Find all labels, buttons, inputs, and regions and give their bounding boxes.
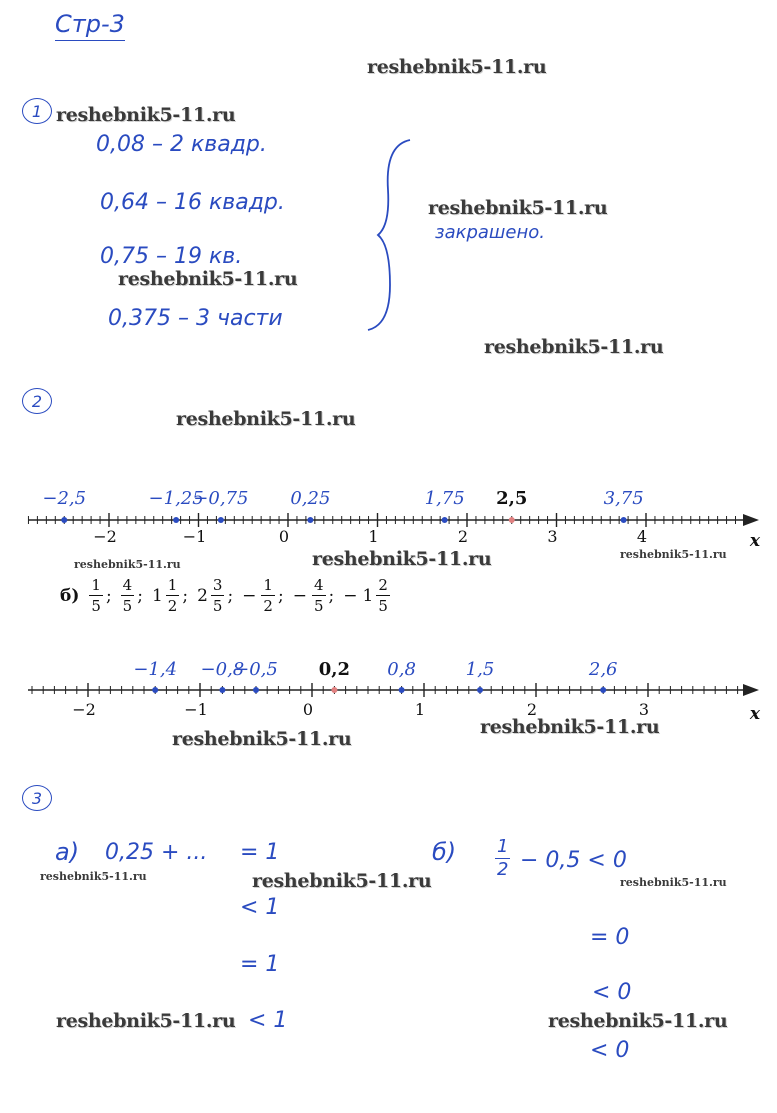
point-marker — [219, 687, 225, 693]
point-marker — [331, 687, 337, 693]
task3b-den: 2 — [497, 859, 509, 880]
tick-label: −2 — [93, 527, 117, 546]
fraction-numerator: 1 — [91, 576, 101, 594]
task3b-expr: − 0,5 < 0 — [520, 848, 627, 873]
point-marker — [307, 517, 313, 523]
tick-label: 3 — [638, 700, 650, 719]
task3b-num: 1 — [497, 836, 509, 857]
point-label: 2,6 — [588, 659, 618, 680]
tick-label: 1 — [414, 700, 426, 719]
curly-brace — [360, 135, 420, 335]
watermark: reshebnik5-11.ru — [484, 336, 664, 358]
task1-line-4: 0,375 – 3 части — [108, 306, 283, 331]
tick-label: −2 — [72, 700, 96, 719]
point-label: −1,4 — [133, 659, 178, 680]
fraction-whole: 1 — [151, 586, 163, 606]
tick-label: 3 — [547, 527, 558, 546]
tick-label: −1 — [184, 700, 208, 719]
tick-label: 0 — [278, 527, 290, 546]
fraction — [312, 578, 326, 614]
fraction-numerator: 1 — [263, 576, 273, 594]
fraction — [376, 578, 390, 614]
separator: ; — [277, 586, 284, 606]
watermark: reshebnik5-11.ru — [428, 197, 608, 219]
point-marker — [173, 517, 179, 523]
task3b-row-3: < 0 — [590, 1038, 630, 1063]
tick-label: 2 — [526, 700, 538, 719]
point-marker — [152, 687, 158, 693]
axis-arrow — [743, 684, 759, 696]
point-label: 3,75 — [603, 488, 644, 509]
point-label: 0,2 — [318, 659, 351, 680]
axis-label: x — [749, 531, 761, 550]
tick-label: −1 — [182, 527, 207, 546]
point-label: 1,5 — [465, 659, 495, 680]
number-line-a — [0, 470, 777, 550]
task3b-label: б) — [432, 838, 457, 866]
fraction-sign: − — [343, 586, 358, 606]
part-b-label: б) — [60, 586, 80, 606]
task3b-row-2: < 0 — [592, 980, 632, 1005]
separator: ; — [328, 586, 335, 606]
watermark: reshebnik5-11.ru — [312, 548, 492, 570]
point-label: −0,5 — [234, 659, 278, 680]
task1-number: 1 — [22, 98, 52, 124]
point-marker — [399, 687, 405, 693]
task2-number: 2 — [22, 388, 52, 414]
watermark: reshebnik5-11.ru — [40, 870, 147, 883]
point-marker — [509, 517, 515, 523]
watermark: reshebnik5-11.ru — [56, 1010, 236, 1032]
task3-number: 3 — [22, 785, 52, 811]
fraction-numerator: 4 — [122, 576, 133, 594]
task3b-row-1: = 0 — [590, 925, 630, 950]
point-marker — [600, 687, 606, 693]
point-label: 0,8 — [387, 659, 416, 680]
point-marker — [442, 517, 448, 523]
point-label: −0,75 — [193, 488, 249, 509]
fraction-denominator: 5 — [378, 597, 388, 615]
fraction-whole: 2 — [197, 586, 208, 606]
watermark: reshebnik5-11.ru — [367, 56, 547, 78]
point-marker — [61, 517, 67, 523]
watermark: reshebnik5-11.ru — [480, 716, 660, 738]
fraction-numerator: 2 — [378, 576, 388, 594]
point-marker — [477, 687, 483, 693]
task3a-row-1: = 1 — [240, 840, 280, 865]
watermark: reshebnik5-11.ru — [56, 104, 236, 126]
tick-label: 0 — [302, 700, 314, 719]
task3a-expr: 0,25 + ... — [105, 840, 208, 865]
fraction — [211, 578, 225, 614]
separator: ; — [182, 586, 189, 606]
watermark: reshebnik5-11.ru — [176, 408, 356, 430]
task1-line-3: 0,75 – 19 кв. — [100, 244, 243, 269]
tick-label: 1 — [368, 527, 379, 546]
separator: ; — [137, 586, 143, 606]
task3a-label: а) — [55, 838, 80, 866]
fraction-denominator: 5 — [212, 597, 223, 615]
point-marker — [621, 517, 627, 523]
fraction-numerator: 1 — [167, 576, 178, 594]
watermark: reshebnik5-11.ru — [548, 1010, 728, 1032]
watermark: reshebnik5-11.ru — [118, 268, 298, 290]
tick-label: 4 — [636, 527, 648, 546]
task3a-row-4: < 1 — [248, 1008, 288, 1033]
point-label: −0,8 — [200, 659, 245, 680]
fraction — [261, 578, 275, 614]
point-label: −2,5 — [42, 488, 87, 509]
watermark: reshebnik5-11.ru — [620, 548, 727, 561]
watermark: reshebnik5-11.ru — [74, 558, 181, 571]
fraction-denominator: 5 — [91, 597, 101, 615]
point-label: 0,25 — [290, 488, 331, 509]
watermark: reshebnik5-11.ru — [620, 876, 727, 889]
point-label: −1,25 — [148, 488, 204, 509]
fraction-sign: − — [292, 586, 307, 606]
fraction-whole: 1 — [362, 586, 374, 606]
fraction-denominator: 2 — [167, 597, 178, 615]
fraction-numerator: 3 — [212, 576, 223, 594]
fraction-denominator: 5 — [313, 597, 324, 615]
fraction-list — [89, 578, 389, 614]
watermark: reshebnik5-11.ru — [252, 870, 432, 892]
fraction — [121, 578, 135, 614]
point-marker — [253, 687, 259, 693]
point-label: 2,5 — [496, 488, 528, 509]
fraction-denominator: 2 — [263, 597, 273, 615]
task2-part-b — [60, 578, 390, 614]
fraction-denominator: 5 — [122, 597, 133, 615]
fraction — [89, 578, 103, 614]
task1-line-1: 0,08 – 2 квадр. — [96, 132, 267, 157]
task1-brace-note: закрашено. — [435, 222, 545, 243]
fraction-sign: − — [242, 586, 257, 606]
point-label: 1,75 — [424, 488, 465, 509]
task3a-row-3: = 1 — [240, 952, 280, 977]
watermark: reshebnik5-11.ru — [172, 728, 352, 750]
axis-label: x — [749, 704, 761, 724]
separator: ; — [105, 586, 112, 606]
tick-label: 2 — [457, 527, 469, 546]
fraction-numerator: 4 — [313, 576, 324, 594]
separator: ; — [227, 586, 234, 606]
task3a-row-2: < 1 — [240, 895, 280, 920]
fraction — [166, 578, 180, 614]
page-label: Стр-3 — [55, 10, 125, 41]
axis-arrow — [743, 514, 759, 526]
point-marker — [218, 517, 224, 523]
number-line-b — [0, 645, 777, 725]
task1-line-2: 0,64 – 16 квадр. — [100, 190, 285, 215]
task3b-fraction — [495, 838, 510, 879]
